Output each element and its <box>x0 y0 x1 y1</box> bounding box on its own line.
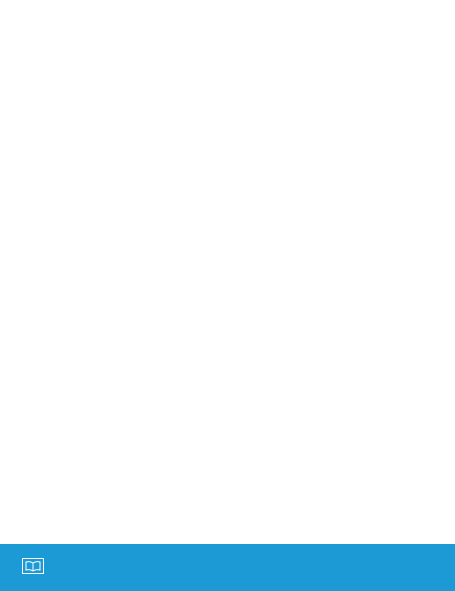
footer-bar <box>0 544 455 591</box>
left-color-border <box>0 14 14 544</box>
cox-campus-logo <box>22 558 50 574</box>
document-page <box>14 14 441 544</box>
open-book-icon <box>22 558 44 574</box>
right-color-border <box>441 14 455 544</box>
top-color-border <box>0 0 455 14</box>
